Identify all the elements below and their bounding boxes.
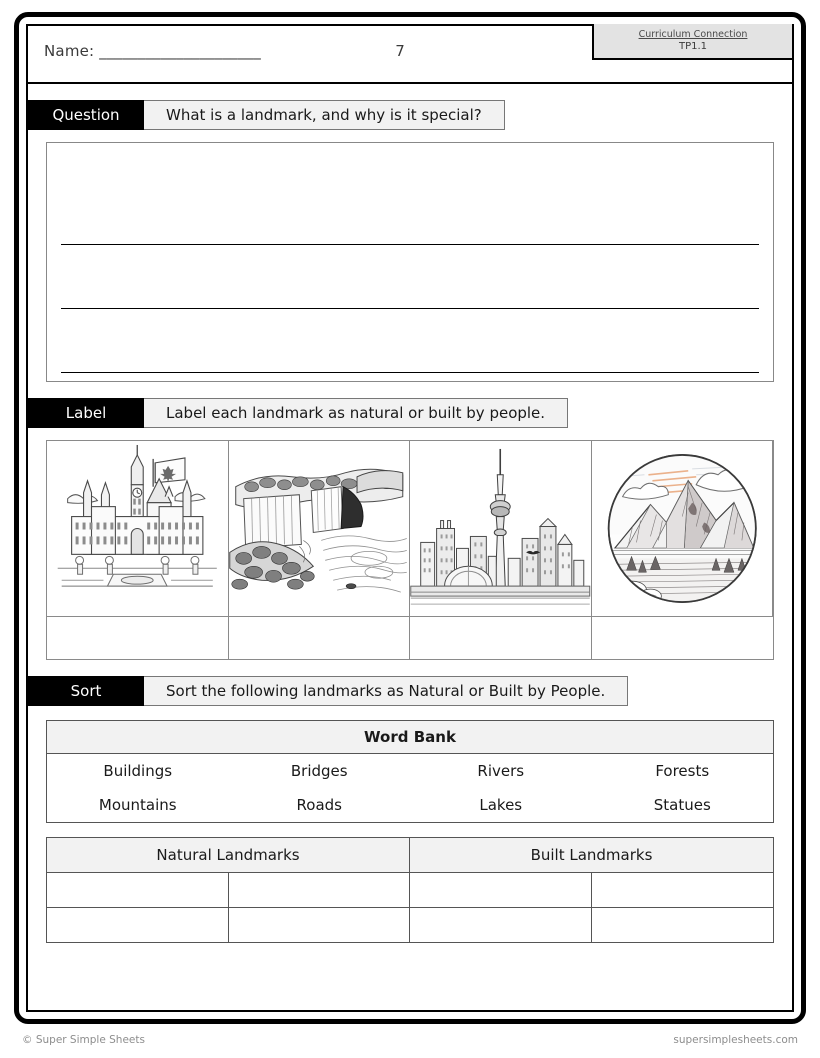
sort-header-built: Built Landmarks [530,846,653,864]
word-bank-word[interactable]: Forests [655,762,710,780]
question-section-banner [28,100,792,130]
writing-lines [61,151,759,373]
landmark-answer-cell-4[interactable] [592,617,774,659]
curriculum-connection-title: Curriculum Connection [638,28,748,40]
sort-cell[interactable] [410,873,592,907]
word-bank-word[interactable]: Roads [296,796,342,814]
sort-table-row [47,873,773,908]
label-section-tag: Label [28,398,144,428]
landmark-answer-cell-3[interactable] [410,617,592,659]
word-bank-title: Word Bank [47,721,773,754]
sort-cell[interactable] [229,873,411,907]
parliament-hill-illustration [47,441,229,617]
footer-website[interactable]: supersimplesheets.com [673,1034,798,1046]
landmark-answer-cell-1[interactable] [47,617,229,659]
sort-table-row [47,908,773,942]
sort-cell[interactable] [47,908,229,942]
footer-copyright: © Super Simple Sheets [22,1034,145,1046]
writing-line-2[interactable] [61,191,759,245]
sort-cell[interactable] [410,908,592,942]
label-section-banner [28,398,792,428]
word-bank-row [47,754,773,788]
worksheet-content [26,24,794,1012]
question-answer-box[interactable] [46,142,774,382]
landmark-answer-cell-2[interactable] [229,617,411,659]
page-number: 7 [395,42,405,60]
sort-section-tag: Sort [28,676,144,706]
word-bank-word[interactable]: Bridges [290,762,348,780]
landmark-image-grid [46,440,774,660]
name-field-label[interactable]: Name: _____________________ [44,42,261,60]
word-bank-word[interactable]: Lakes [479,796,523,814]
page-footer [22,1034,798,1046]
writing-line-1[interactable] [61,151,759,181]
worksheet-header [28,26,792,84]
sort-cell[interactable] [592,908,774,942]
word-bank-word[interactable]: Mountains [98,796,177,814]
question-section-tag: Question [28,100,144,130]
niagara-falls-illustration [229,441,411,617]
word-bank-word[interactable]: Statues [653,796,711,814]
writing-line-4[interactable] [61,319,759,373]
question-section-prompt: What is a landmark, and why is it special? [144,100,505,130]
cn-tower-skyline-illustration [410,441,592,617]
word-bank-word[interactable]: Buildings [103,762,173,780]
sort-cell[interactable] [229,908,411,942]
curriculum-connection-box [592,24,792,60]
curriculum-connection-code: TP1.1 [678,40,708,52]
label-section-prompt: Label each landmark as natural or built by people. [144,398,568,428]
word-bank [46,720,774,823]
word-bank-word[interactable]: Rivers [477,762,525,780]
sort-header-natural: Natural Landmarks [47,838,410,872]
sort-cell[interactable] [47,873,229,907]
mountain-landscape-illustration [592,441,774,617]
sort-cell[interactable] [592,873,774,907]
sort-section-prompt: Sort the following landmarks as Natural or Built by People. [144,676,628,706]
sort-section-banner [28,676,792,706]
word-bank-row [47,788,773,822]
sort-table [46,837,774,943]
writing-line-3[interactable] [61,255,759,309]
sort-table-header [47,838,773,873]
